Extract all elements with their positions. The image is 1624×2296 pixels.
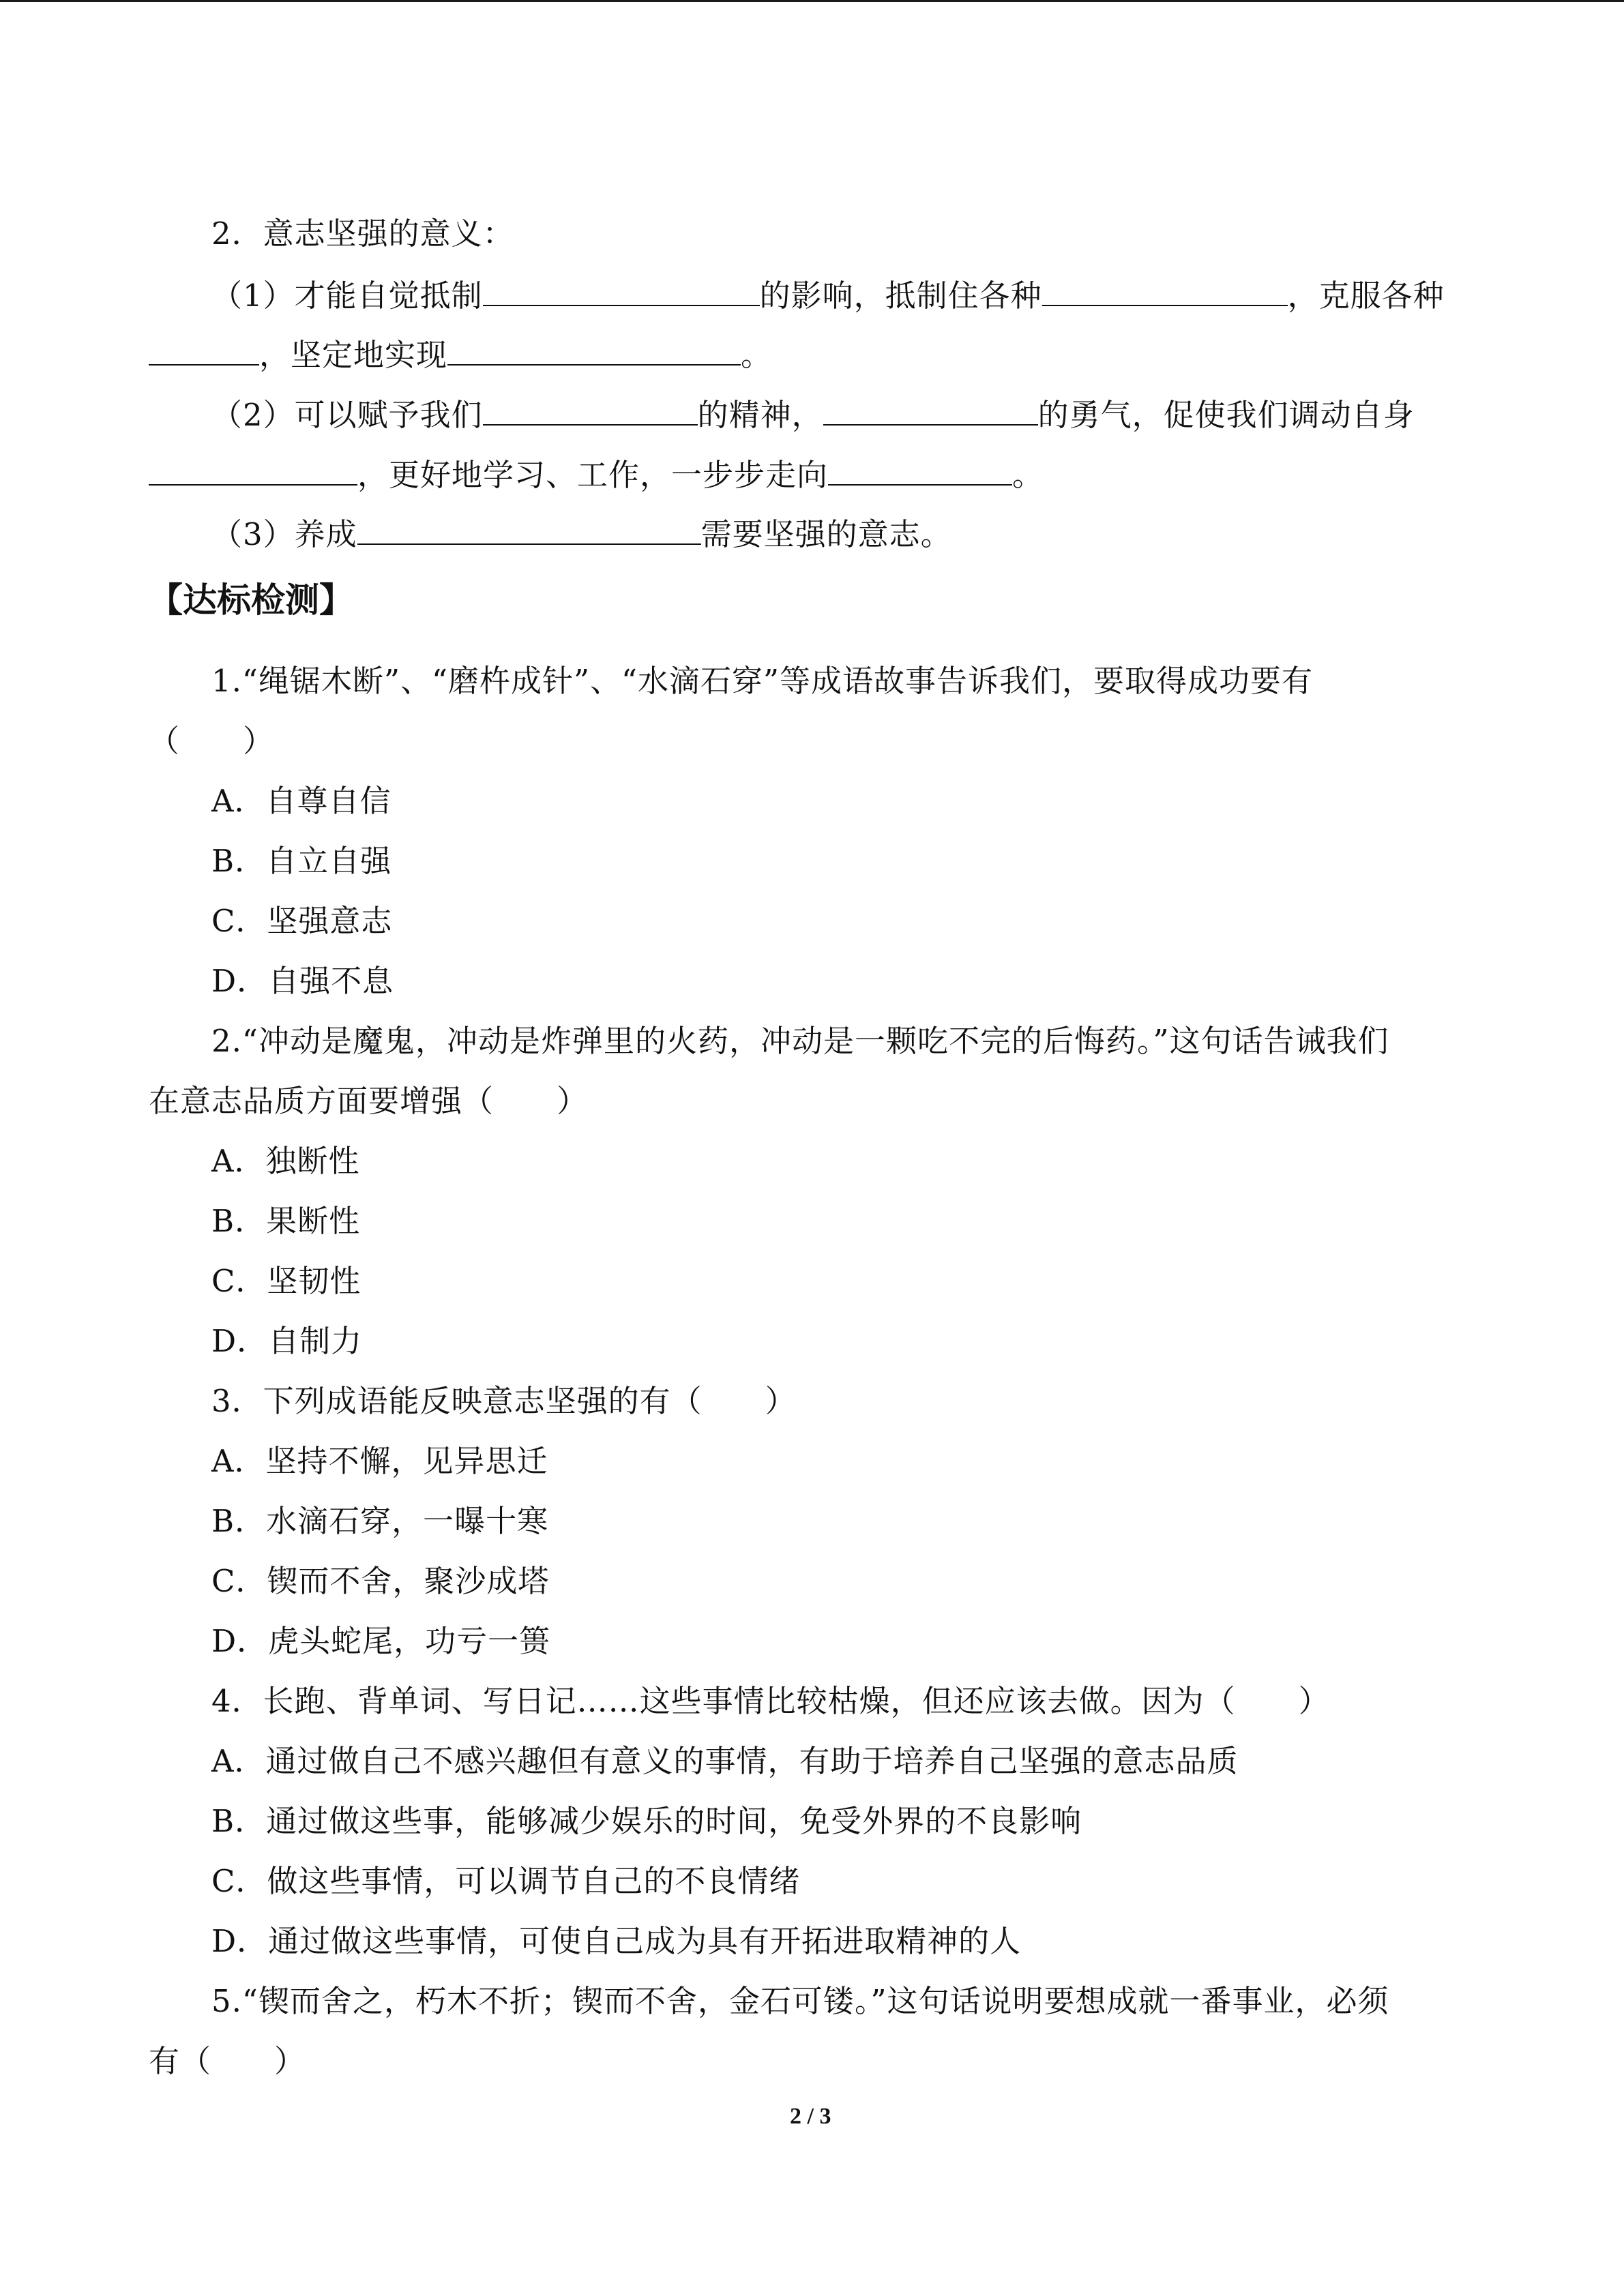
question-3-option-d[interactable]: D．虎头蛇尾，功亏一篑 <box>211 1623 551 1659</box>
fill-blank[interactable] <box>828 454 1012 486</box>
question-5-stem-cont: 有（ ） <box>149 2043 306 2079</box>
fill-blank[interactable] <box>483 275 760 306</box>
question-2-option-d[interactable]: D．自制力 <box>211 1323 363 1359</box>
question-4-option-a[interactable]: A．通过做自己不感兴趣但有意义的事情，有助于培养自己坚强的意志品质 <box>211 1743 1239 1779</box>
item2-line1 <box>211 394 1415 436</box>
item3-text-b: 需要坚强的意志。 <box>700 516 952 552</box>
item1-text-b: 的影响，抵制住各种 <box>759 278 1042 314</box>
item2-text-c: 的勇气，促使我们调动自身 <box>1037 397 1415 433</box>
question-3-option-c[interactable]: C．锲而不舍，聚沙成塔 <box>211 1563 550 1599</box>
item1-text-e: 。 <box>741 337 773 373</box>
question-1-option-c[interactable]: C．坚强意志 <box>211 903 393 939</box>
item3-line <box>211 513 952 555</box>
question-4-option-b[interactable]: B．通过做这些事，能够减少娱乐的时间，免受外界的不良影响 <box>211 1803 1082 1839</box>
fill-blank[interactable] <box>447 334 741 366</box>
fill-blank[interactable] <box>149 454 357 486</box>
fill-blank[interactable] <box>1042 275 1288 306</box>
question-3-option-b[interactable]: B．水滴石穿，一曝十寒 <box>211 1503 549 1539</box>
item2-text-b: 的精神， <box>697 397 823 433</box>
section-heading: 【达标检测】 <box>149 580 353 620</box>
fill-blank[interactable] <box>357 513 701 545</box>
question-5-stem: 5.“锲而舍之，朽木不折；锲而不舍，金石可镂。”这句话说明要想成就一番事业，必须 <box>211 1983 1389 2019</box>
fill-blank[interactable] <box>483 394 698 426</box>
item1-line1 <box>211 275 1445 316</box>
question-2-option-c[interactable]: C．坚韧性 <box>211 1263 361 1299</box>
question-1-stem-cont: （ ） <box>149 723 275 759</box>
item1-text-c: ，克服各种 <box>1287 278 1445 314</box>
question-3-option-a[interactable]: A．坚持不懈，见异思迁 <box>211 1443 548 1479</box>
fill-blank[interactable] <box>149 334 259 366</box>
page-top-rule <box>0 0 1624 2</box>
item3-text-a: （3）养成 <box>211 516 357 552</box>
item2-text-e: 。 <box>1012 457 1044 493</box>
section-title: 2．意志坚强的意义： <box>211 215 514 252</box>
question-2-stem: 2.“冲动是魔鬼，冲动是炸弹里的火药，冲动是一颗吃不完的后悔药。”这句话告诫我们 <box>211 1023 1389 1059</box>
item2-line2 <box>149 454 1044 496</box>
item1-text-a: （1）才能自觉抵制 <box>211 278 483 314</box>
question-2-option-a[interactable]: A．独断性 <box>211 1143 360 1179</box>
item2-text-d: ，更好地学习、工作，一步步走向 <box>357 457 829 493</box>
question-1-option-b[interactable]: B．自立自强 <box>211 843 392 879</box>
question-1-option-d[interactable]: D．自强不息 <box>211 963 394 999</box>
question-3-stem: 3．下列成语能反映意志坚强的有（ ） <box>211 1383 797 1419</box>
page-number: 2 / 3 <box>790 2104 831 2129</box>
question-4-option-c[interactable]: C．做这些事情，可以调节自己的不良情绪 <box>211 1863 801 1899</box>
question-4-option-d[interactable]: D．通过做这些事情，可使自己成为具有开拓进取精神的人 <box>211 1923 1022 1959</box>
item2-text-a: （2）可以赋予我们 <box>211 397 483 433</box>
question-4-stem: 4．长跑、背单词、写日记……这些事情比较枯燥，但还应该去做。因为（ ） <box>211 1683 1330 1719</box>
question-2-stem-cont: 在意志品质方面要增强（ ） <box>149 1083 589 1119</box>
question-2-option-b[interactable]: B．果断性 <box>211 1203 361 1239</box>
fill-blank[interactable] <box>823 394 1038 426</box>
item1-line2 <box>149 334 772 376</box>
item1-text-d: ，坚定地实现 <box>259 337 448 373</box>
question-1-stem: 1.“绳锯木断”、“磨杵成针”、“水滴石穿”等成语故事告诉我们，要取得成功要有 <box>211 663 1313 699</box>
question-1-option-a[interactable]: A．自尊自信 <box>211 783 392 819</box>
